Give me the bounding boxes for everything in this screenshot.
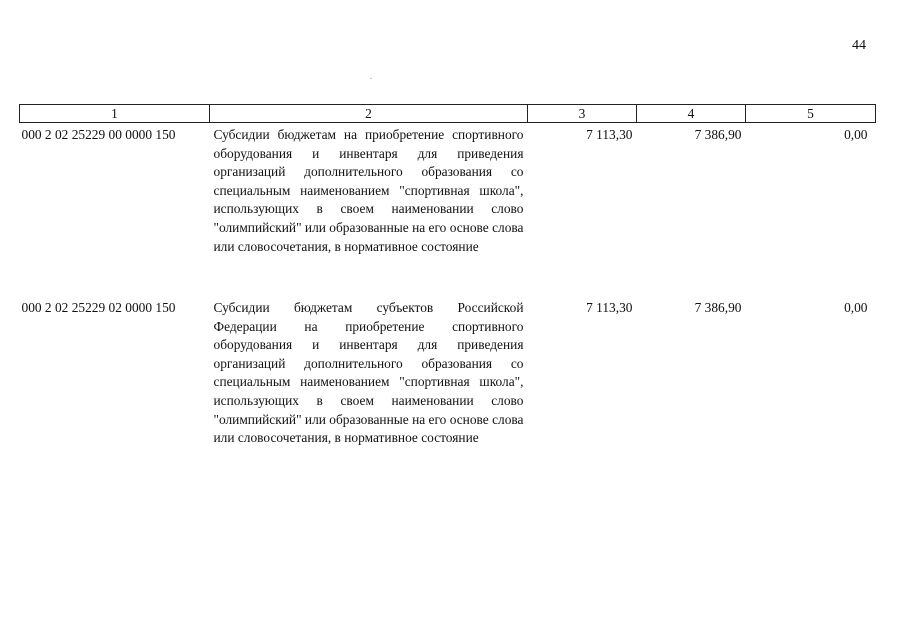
header-row [20, 105, 876, 123]
amount-col4: 7 386,90 [694, 127, 742, 142]
budget-code: 000 2 02 25229 02 0000 150 [21, 300, 176, 315]
column-header-4: 4 [637, 105, 746, 123]
budget-code: 000 2 02 25229 00 0000 150 [21, 127, 176, 142]
income-description: Субсидии бюджетам на приобретение спортивного оборудования и инвентаря для приведения организаций дополнительного образования со специальным наименованием "спортивная школа", использующих в своем наименовании слово "олимпийский" или образованные на его основе слова или словосочетания, в нормативное состояние [213, 127, 524, 254]
scan-speck [370, 78, 372, 79]
table-header [20, 105, 876, 123]
amount-col3: 7 113,30 [586, 127, 633, 142]
page-number: 44 [852, 38, 866, 53]
column-header-3: 3 [528, 105, 637, 123]
amount-col5: 0,00 [844, 127, 868, 142]
amount-col4: 7 386,90 [694, 300, 742, 315]
column-header-2: 2 [210, 105, 528, 123]
table-row [20, 296, 876, 479]
income-description: Субсидии бюджетам субъектов Российской Федерации на приобретение спортивного оборудования и инвентаря для приведения организаций дополнительного образования со специальным наименованием "спортивная школа", использующих в своем наименовании слово "олимпийский" или образованные на его основе слова или словосочетания, в нормативное состояние [213, 300, 524, 446]
budget-table [19, 104, 876, 479]
column-header-5: 5 [746, 105, 876, 123]
amount-col5: 0,00 [844, 300, 868, 315]
table-row [20, 123, 876, 297]
amount-col3: 7 113,30 [586, 300, 633, 315]
table-body [20, 123, 876, 480]
column-header-1: 1 [20, 105, 210, 123]
